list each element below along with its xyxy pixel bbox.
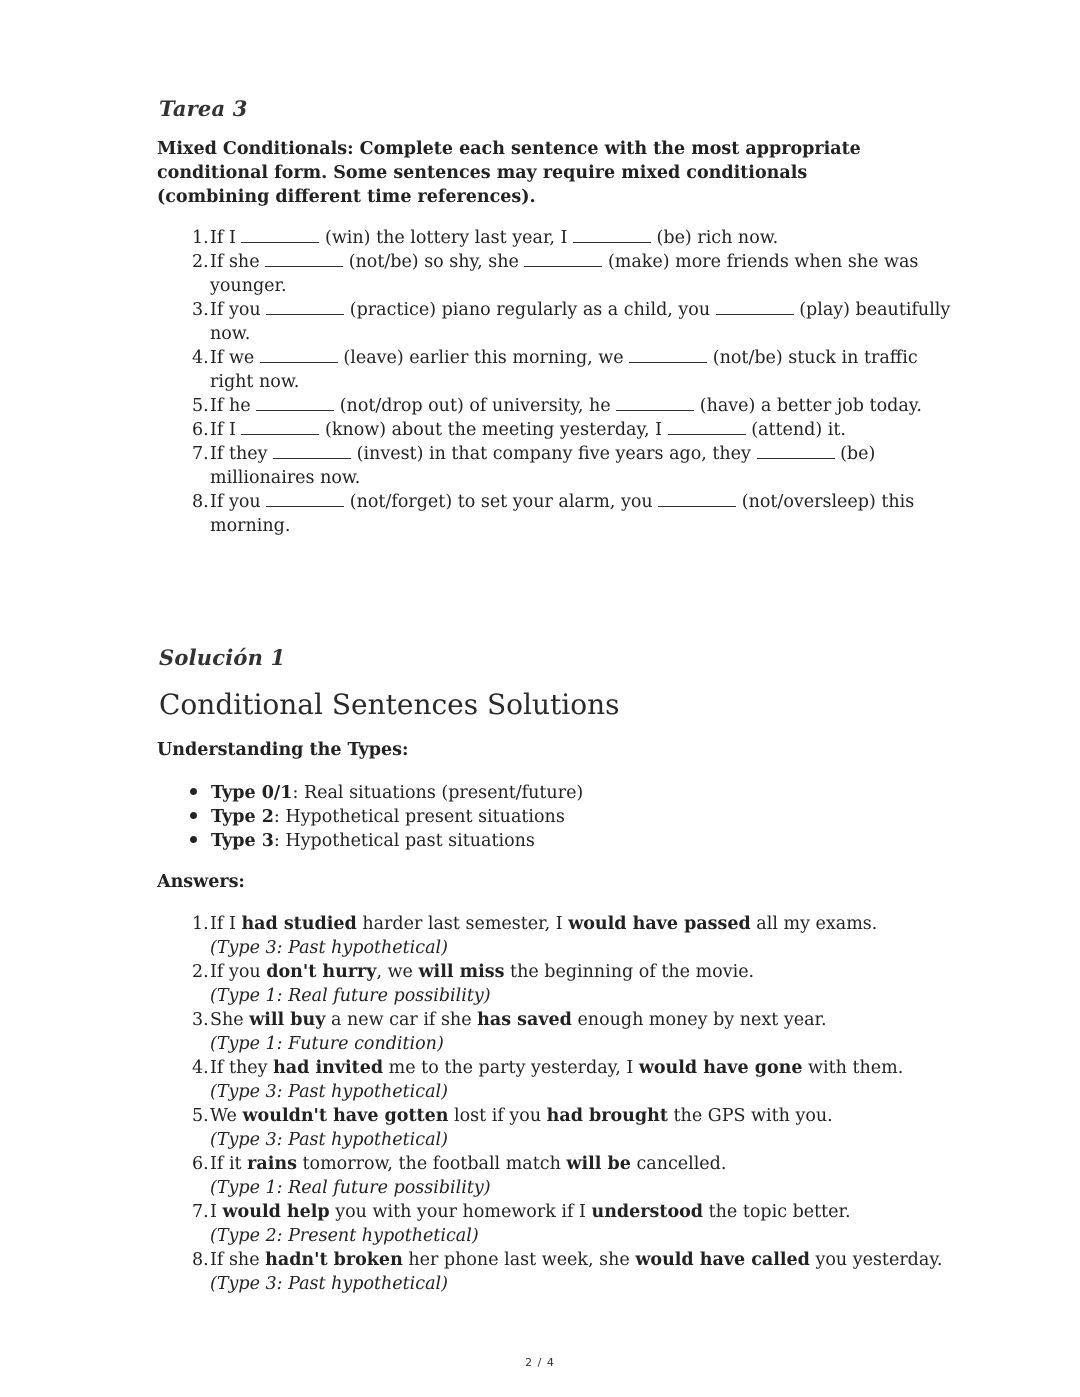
answer-text: a new car if she (325, 1010, 478, 1030)
answer-blank[interactable] (241, 420, 319, 435)
tarea-heading: Tarea 3 (159, 96, 248, 121)
answer-verb-form: wouldn't have gotten (242, 1106, 449, 1126)
answer-type-note: (Type 2: Present hypothetical) (210, 1226, 479, 1246)
answer-text: We (210, 1106, 243, 1126)
sentence-text: If you (210, 300, 267, 320)
sentence-text: If they (210, 444, 274, 464)
answer-text: If you (210, 962, 267, 982)
sentence-text: (have) a better job today. (694, 396, 922, 416)
solucion-heading: Solución 1 (159, 645, 286, 670)
answer-verb-form: understood (591, 1202, 704, 1222)
sentence-text: (be) (834, 444, 876, 464)
answer-blank[interactable] (573, 228, 651, 243)
answer-blank[interactable] (616, 396, 694, 411)
sentence-text: If he (210, 396, 257, 416)
exercise-item (192, 490, 950, 514)
answer-text: If I (210, 914, 242, 934)
sentence-text: (not/oversleep) this (736, 492, 915, 512)
sentence-text: (play) beautifully (793, 300, 951, 320)
answer-verb-form: would have called (635, 1250, 810, 1270)
exercise-item (192, 250, 950, 274)
answer-verb-form: would help (222, 1202, 330, 1222)
answer-type-note: (Type 1: Future condition) (210, 1034, 444, 1054)
answer-verb-form: don't hurry (266, 962, 377, 982)
answer-text: enough money by next year. (571, 1010, 827, 1030)
answer-number: 5. (192, 1106, 209, 1126)
type-bullet-item (190, 829, 583, 853)
answer-verb-form: hadn't broken (265, 1250, 403, 1270)
type-bullet-item (190, 781, 583, 805)
exercise-item-continuation: right now. (210, 372, 300, 392)
answer-text: you with your homework if I (329, 1202, 592, 1222)
answer-blank[interactable] (757, 444, 835, 459)
type-description: : Hypothetical present situations (273, 807, 565, 827)
item-number: 8. (192, 492, 209, 512)
sentence-text: If I (210, 420, 242, 440)
types-list (190, 781, 583, 853)
exercise-item (192, 298, 950, 322)
exercise-item-continuation: now. (210, 324, 251, 344)
answer-text: If they (210, 1058, 274, 1078)
answer-number: 4. (192, 1058, 209, 1078)
exercise-item (192, 394, 950, 418)
answer-text: lost if you (448, 1106, 547, 1126)
type-label: Type 3 (211, 831, 274, 851)
exercise-list (192, 226, 950, 538)
answer-type-note: (Type 3: Past hypothetical) (210, 1082, 448, 1102)
type-bullet-item (190, 805, 583, 829)
item-number: 1. (192, 228, 209, 248)
answer-text: all my exams. (750, 914, 878, 934)
answer-type-note: (Type 1: Real future possibility) (210, 1178, 491, 1198)
item-number: 5. (192, 396, 209, 416)
bullet-icon (190, 812, 197, 819)
answer-item (192, 1200, 942, 1224)
type-label: Type 0/1 (211, 783, 293, 803)
item-number: 7. (192, 444, 209, 464)
answer-text: the topic better. (703, 1202, 851, 1222)
sentence-text: (be) rich now. (650, 228, 779, 248)
answer-verb-form: would have passed (568, 914, 751, 934)
item-number: 3. (192, 300, 209, 320)
sentence-text: (not/be) so shy, she (343, 252, 525, 272)
bullet-icon (190, 836, 197, 843)
answer-text: the beginning of the movie. (504, 962, 755, 982)
answer-verb-form: had studied (241, 914, 357, 934)
sentence-text: (practice) piano regularly as a child, you (344, 300, 716, 320)
exercise-item (192, 346, 950, 370)
answer-blank[interactable] (273, 444, 351, 459)
answer-item (192, 1104, 942, 1128)
answer-verb-form: will miss (418, 962, 505, 982)
exercise-item (192, 418, 950, 442)
sentence-text: (not/forget) to set your alarm, you (344, 492, 659, 512)
item-number: 2. (192, 252, 209, 272)
answer-type-note: (Type 3: Past hypothetical) (210, 1274, 448, 1294)
tarea-instructions: Mixed Conditionals: Complete each sentence with the most appropriate conditional form. Some sentences may require mixed conditionals (combining different time references). (157, 139, 861, 207)
sentence-text: (attend) it. (745, 420, 846, 440)
answer-item (192, 1056, 942, 1080)
answer-verb-form: had brought (546, 1106, 668, 1126)
answer-type-note: (Type 3: Past hypothetical) (210, 938, 448, 958)
types-heading: Understanding the Types: (157, 740, 409, 760)
bullet-icon (190, 788, 197, 795)
answer-item (192, 960, 942, 984)
answer-item (192, 1008, 942, 1032)
answer-type-note: (Type 3: Past hypothetical) (210, 1130, 448, 1150)
answer-text: If she (210, 1250, 266, 1270)
answer-blank[interactable] (716, 300, 794, 315)
answer-blank[interactable] (265, 252, 343, 267)
answer-blank[interactable] (260, 348, 338, 363)
answer-verb-form: would have gone (638, 1058, 803, 1078)
answer-item (192, 1248, 942, 1272)
sentence-text: If we (210, 348, 260, 368)
sentence-text: If I (210, 228, 242, 248)
answer-text: , we (376, 962, 419, 982)
answer-text: If it (210, 1154, 248, 1174)
page-indicator: 2 / 4 (525, 1356, 555, 1369)
sentence-text: (win) the lottery last year, I (319, 228, 573, 248)
answer-text: with them. (802, 1058, 904, 1078)
sentence-text: If she (210, 252, 266, 272)
sentence-text: (make) more friends when she was (602, 252, 919, 272)
answers-heading: Answers: (157, 872, 245, 892)
answer-verb-form: will be (566, 1154, 631, 1174)
exercise-item (192, 442, 950, 466)
answers-list (192, 912, 942, 1296)
sentence-text: If you (210, 492, 267, 512)
answer-text: She (210, 1010, 250, 1030)
answer-number: 1. (192, 914, 209, 934)
type-description: : Hypothetical past situations (273, 831, 535, 851)
answer-text: cancelled. (630, 1154, 727, 1174)
exercise-item (192, 226, 950, 250)
answer-number: 2. (192, 962, 209, 982)
answer-text: me to the party yesterday, I (383, 1058, 639, 1078)
answer-number: 3. (192, 1010, 209, 1030)
answer-text: I (210, 1202, 223, 1222)
exercise-item-continuation: younger. (210, 276, 287, 296)
answer-text: harder last semester, I (356, 914, 569, 934)
answer-number: 7. (192, 1202, 209, 1222)
answer-verb-form: has saved (477, 1010, 572, 1030)
sentence-text: (not/drop out) of university, he (334, 396, 617, 416)
answer-blank[interactable] (668, 420, 746, 435)
exercise-item-continuation: millionaires now. (210, 468, 361, 488)
answer-blank[interactable] (266, 300, 344, 315)
type-description: : Real situations (present/future) (292, 783, 584, 803)
answer-blank[interactable] (256, 396, 334, 411)
answer-type-note: (Type 1: Real future possibility) (210, 986, 491, 1006)
answer-text: the GPS with you. (667, 1106, 833, 1126)
answer-blank[interactable] (524, 252, 602, 267)
item-number: 6. (192, 420, 209, 440)
answer-text: you yesterday. (809, 1250, 943, 1270)
sentence-text: (not/be) stuck in traffic (707, 348, 918, 368)
answer-number: 6. (192, 1154, 209, 1174)
answer-blank[interactable] (266, 492, 344, 507)
exercise-item-continuation: morning. (210, 516, 291, 536)
answer-text: tomorrow, the football match (296, 1154, 567, 1174)
sentence-text: (know) about the meeting yesterday, I (319, 420, 668, 440)
answer-blank[interactable] (629, 348, 707, 363)
answer-text: her phone last week, she (402, 1250, 636, 1270)
answer-blank[interactable] (241, 228, 319, 243)
answer-blank[interactable] (658, 492, 736, 507)
answer-item (192, 1152, 942, 1176)
type-label: Type 2 (211, 807, 274, 827)
answer-verb-form: will buy (249, 1010, 326, 1030)
answer-number: 8. (192, 1250, 209, 1270)
sentence-text: (leave) earlier this morning, we (337, 348, 630, 368)
sentence-text: (invest) in that company five years ago, they (351, 444, 757, 464)
solutions-title: Conditional Sentences Solutions (159, 688, 620, 721)
answer-item (192, 912, 942, 936)
answer-verb-form: had invited (273, 1058, 384, 1078)
answer-verb-form: rains (247, 1154, 297, 1174)
item-number: 4. (192, 348, 209, 368)
